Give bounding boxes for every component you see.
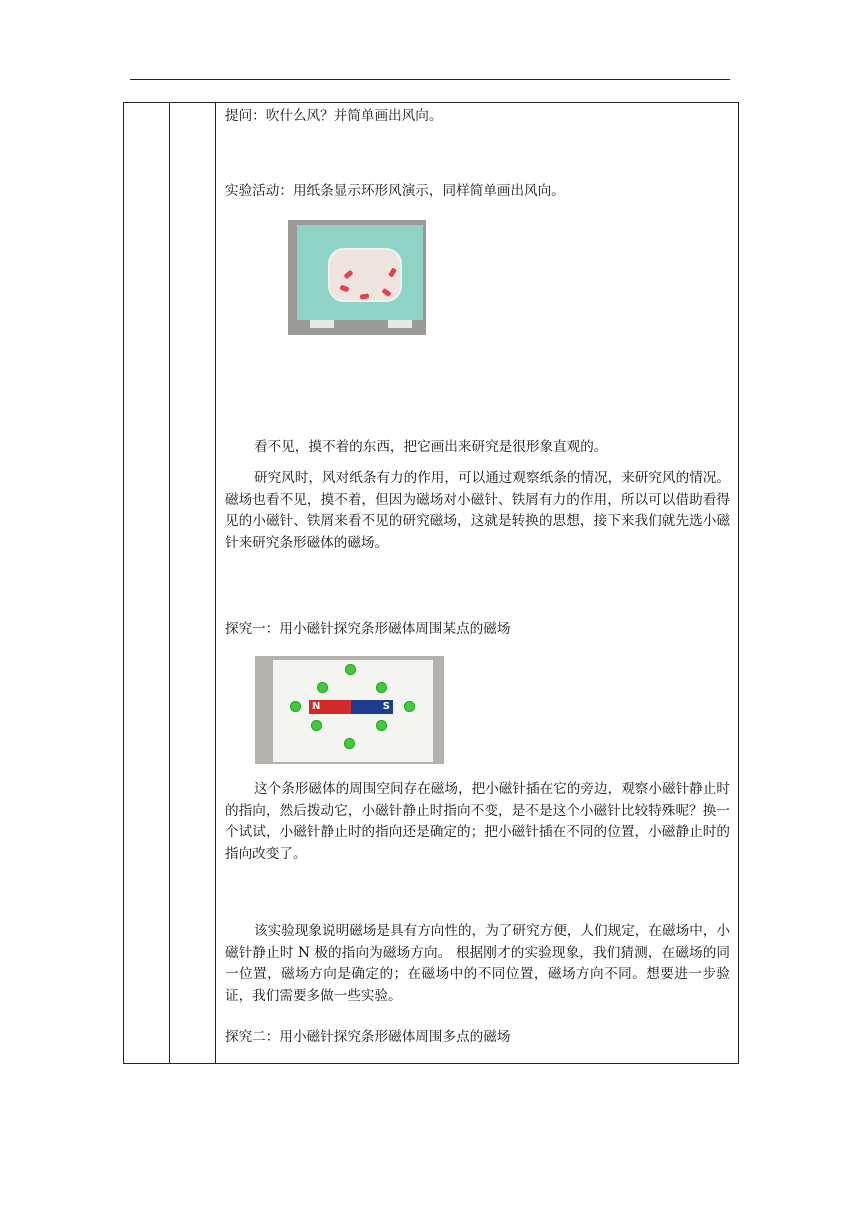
content-cell [225,103,730,1063]
compass-needle [344,738,355,749]
compass-needle [376,682,387,693]
paper-strip-experiment-photo [288,220,426,335]
bar-magnet [309,700,393,714]
compass-needle [317,682,328,693]
column-divider [215,103,216,1063]
south-pole: S [351,700,393,714]
lesson-table [123,102,739,1064]
compass-needle [290,701,301,712]
conversion-text: 研究风时，风对纸条有力的作用，可以通过观察纸条的情况，来研究风的情况。磁场也看不见，摸不着，但因为磁场对小磁针、铁屑有力的作用，所以可以借助看得见的小磁针、铁屑来看不见的研究磁场，这就是转换的思想，接下来我们就先选小磁针来研究条形磁体的磁场。 [225,470,730,552]
header-rule [130,79,730,80]
question-text: 提问：吹什么风？并简单画出风向。 [225,108,443,124]
compass-needle [404,701,415,712]
invisible-text: 看不见，摸不着的东西，把它画出来研究是很形象直观的。 [254,439,608,455]
magnet-compass-photo [255,656,444,764]
compass-needle [376,720,387,731]
activity-text: 实验活动：用纸条显示环形风演示，同样简单画出风向。 [225,183,565,199]
north-pole: N [309,700,351,714]
compass-needle [345,664,356,675]
frame-stand [310,320,334,328]
observation-text: 这个条形磁体的周围空间存在磁场，把小磁针插在它的旁边，观察小磁针静止时的指向，然后拨动它，小磁针静止时指向不变，是不是这个小磁针比较特殊呢？换一个试试，小磁针静止时的指向还是确定的；把小磁针插在不同的位置，小磁静止时的指向改变了。 [225,781,730,863]
compass-needle [311,720,322,731]
frame-stand [388,320,412,328]
explore-one-heading: 探究一：用小磁针探究条形磁体周围某点的磁场 [225,621,511,637]
conclusion-text: 该实验现象说明磁场是具有方向性的，为了研究方便，人们规定，在磁场中，小磁针静止时 N 极的指向为磁场方向。 根据刚才的实验现象，我们猜测，在磁场的同一位置，磁场方向是确定的；在磁场中的不同位置，磁场方向不同。想要进一步验证，我们需要多做一些实验。 [225,923,730,1005]
column-divider [169,103,170,1063]
explore-two-heading: 探究二：用小磁针探究条形磁体周围多点的磁场 [225,1029,511,1045]
